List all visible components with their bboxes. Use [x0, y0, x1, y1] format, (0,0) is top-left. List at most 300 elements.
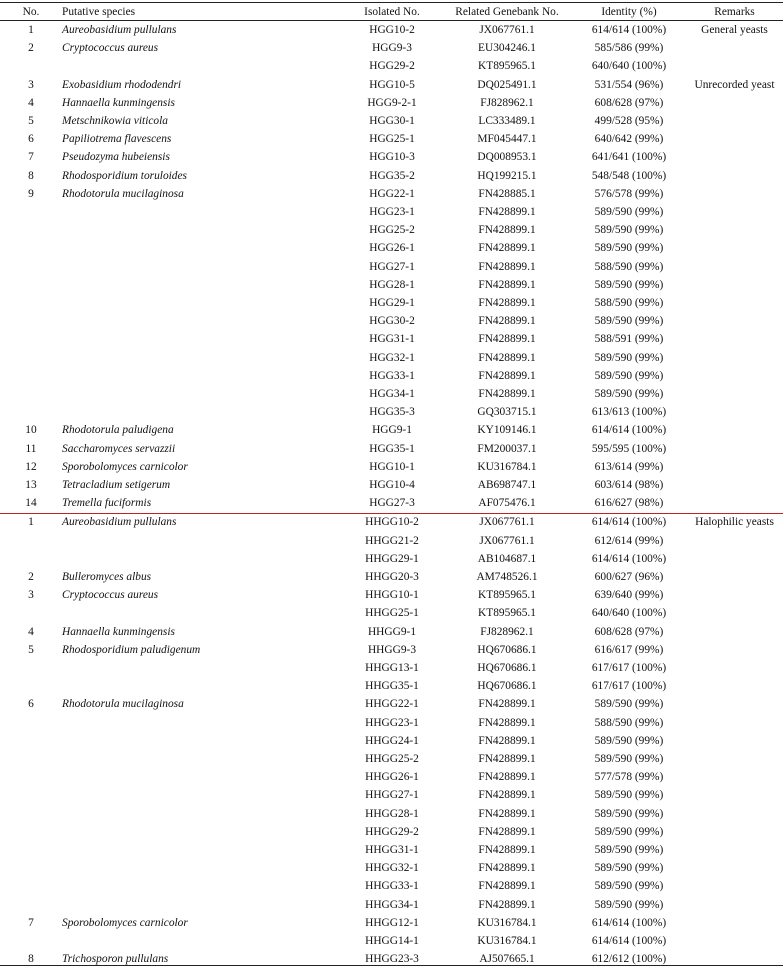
cell-remarks: General yeasts	[701, 24, 768, 36]
cell-identity: 589/590 (99%)	[594, 206, 664, 218]
cell-isolated-no: HHGG27-1	[365, 789, 419, 801]
cell-species: Papiliotrema flavescens	[62, 133, 172, 145]
cell-no: 5	[28, 644, 34, 656]
cell-no	[0, 294, 62, 312]
cell-genebank-no: AM748526.1	[476, 571, 538, 583]
cell-species	[62, 896, 352, 914]
cell-species: Pseudozyma hubeiensis	[62, 151, 170, 163]
cell-species: Aureobasidium pullulans	[62, 516, 177, 528]
cell-no	[0, 276, 62, 294]
cell-isolated-no: HHGG25-1	[365, 607, 419, 619]
cell-no	[0, 312, 62, 330]
cell-genebank-no: FN428899.1	[478, 370, 536, 382]
cell-species: Cryptococcus aureus	[62, 589, 159, 601]
cell-no	[0, 258, 62, 276]
cell-no: 7	[28, 151, 34, 163]
cell-isolated-no: HHGG20-3	[365, 571, 419, 583]
cell-genebank-no: MF045447.1	[477, 133, 537, 145]
cell-isolated-no: HGG30-2	[369, 315, 415, 327]
cell-species	[62, 532, 352, 550]
cell-genebank-no: FN428899.1	[478, 279, 536, 291]
cell-no	[0, 932, 62, 950]
cell-species	[62, 258, 352, 276]
cell-remarks	[686, 550, 783, 568]
cell-genebank-no: HQ670686.1	[477, 662, 537, 674]
cell-remarks	[686, 494, 783, 512]
cell-no	[0, 385, 62, 403]
cell-species: Cryptococcus aureus	[62, 42, 159, 54]
cell-remarks	[686, 586, 783, 604]
cell-species	[62, 859, 352, 877]
cell-no	[0, 57, 62, 75]
cell-isolated-no: HGG10-2	[369, 24, 415, 36]
cell-remarks	[686, 276, 783, 294]
cell-remarks	[686, 258, 783, 276]
cell-genebank-no: KU316784.1	[477, 935, 537, 947]
cell-remarks	[686, 330, 783, 348]
cell-remarks	[686, 786, 783, 804]
cell-species	[62, 877, 352, 895]
cell-species: Tremella fuciformis	[62, 497, 152, 509]
cell-no	[0, 896, 62, 914]
cell-isolated-no: HHGG24-1	[365, 735, 419, 747]
cell-identity: 614/614 (100%)	[591, 24, 667, 36]
cell-no	[0, 550, 62, 568]
cell-no: 4	[28, 626, 34, 638]
cell-species	[62, 823, 352, 841]
cell-genebank-no: JX067761.1	[479, 535, 535, 547]
cell-isolated-no: HHGG12-1	[365, 917, 419, 929]
cell-identity: 617/617 (100%)	[591, 680, 667, 692]
cell-isolated-no: HHGG22-1	[365, 698, 419, 710]
header-identity: Identity (%)	[601, 6, 657, 18]
cell-identity: 600/627 (96%)	[594, 571, 664, 583]
cell-genebank-no: FJ828962.1	[480, 626, 534, 638]
cell-remarks	[686, 476, 783, 494]
cell-remarks	[686, 312, 783, 330]
cell-species: Saccharomyces servazzii	[62, 443, 176, 455]
cell-remarks	[686, 604, 783, 622]
cell-genebank-no: FN428899.1	[478, 717, 536, 729]
cell-remarks	[686, 349, 783, 367]
cell-species: Bulleromyces albus	[62, 571, 152, 583]
cell-no: 12	[25, 461, 37, 473]
cell-remarks	[686, 294, 783, 312]
cell-identity: 614/614 (100%)	[591, 424, 667, 436]
cell-species	[62, 403, 352, 421]
cell-species	[62, 750, 352, 768]
cell-remarks: Unrecorded yeast	[694, 79, 775, 91]
cell-isolated-no: HGG22-1	[369, 188, 415, 200]
cell-no	[0, 823, 62, 841]
cell-species: Sporobolomyces carnicolor	[62, 917, 188, 929]
cell-no: 8	[28, 953, 34, 965]
cell-no	[0, 732, 62, 750]
cell-remarks	[686, 877, 783, 895]
cell-isolated-no: HGG10-4	[369, 479, 415, 491]
cell-identity: 589/590 (99%)	[594, 735, 664, 747]
cell-identity: 614/614 (100%)	[591, 516, 667, 528]
cell-identity: 608/628 (97%)	[594, 626, 664, 638]
cell-remarks	[686, 623, 783, 641]
cell-species: Exobasidium rhododendri	[62, 79, 182, 91]
cell-isolated-no: HHGG10-2	[365, 516, 419, 528]
cell-genebank-no: FN428899.1	[478, 789, 536, 801]
cell-isolated-no: HHGG32-1	[365, 862, 419, 874]
cell-isolated-no: HHGG35-1	[365, 680, 419, 692]
cell-isolated-no: HGG35-2	[369, 170, 415, 182]
cell-species	[62, 604, 352, 622]
cell-identity: 589/590 (99%)	[594, 862, 664, 874]
cell-identity: 641/641 (100%)	[591, 151, 667, 163]
cell-identity: 640/640 (100%)	[591, 607, 667, 619]
cell-isolated-no: HHGG29-1	[365, 553, 419, 565]
cell-remarks	[686, 768, 783, 786]
cell-isolated-no: HGG30-1	[369, 115, 415, 127]
cell-identity: 639/640 (99%)	[594, 589, 664, 601]
cell-remarks	[686, 403, 783, 421]
cell-species: Tetracladium setigerum	[62, 479, 171, 491]
cell-identity: 589/590 (99%)	[594, 279, 664, 291]
cell-remarks	[686, 823, 783, 841]
cell-genebank-no: FN428899.1	[478, 880, 536, 892]
cell-remarks	[686, 932, 783, 950]
cell-remarks	[686, 367, 783, 385]
cell-no: 1	[28, 24, 34, 36]
cell-isolated-no: HGG32-1	[369, 352, 415, 364]
cell-isolated-no: HHGG26-1	[365, 771, 419, 783]
cell-no	[0, 841, 62, 859]
cell-no	[0, 330, 62, 348]
cell-identity: 595/595 (100%)	[591, 443, 667, 455]
cell-identity: 589/590 (99%)	[594, 352, 664, 364]
cell-no	[0, 604, 62, 622]
cell-isolated-no: HHGG31-1	[365, 844, 419, 856]
cell-species: Rhodosporidium toruloides	[62, 170, 187, 182]
cell-no	[0, 859, 62, 877]
cell-no	[0, 349, 62, 367]
cell-genebank-no: FN428899.1	[478, 224, 536, 236]
cell-isolated-no: HGG27-3	[369, 497, 415, 509]
cell-identity: 616/627 (98%)	[594, 497, 664, 509]
cell-isolated-no: HGG9-1	[372, 424, 412, 436]
cell-remarks	[686, 112, 783, 130]
cell-no	[0, 805, 62, 823]
cell-remarks	[686, 568, 783, 586]
cell-identity: 589/590 (99%)	[594, 315, 664, 327]
cell-species: Rhodosporidium paludigenum	[62, 644, 201, 656]
cell-no: 10	[25, 424, 37, 436]
cell-isolated-no: HGG34-1	[369, 388, 415, 400]
cell-species: Aureobasidium pullulans	[62, 24, 177, 36]
cell-species	[62, 932, 352, 950]
cell-genebank-no: FN428899.1	[478, 771, 536, 783]
cell-isolated-no: HGG29-1	[369, 297, 415, 309]
cell-genebank-no: FN428899.1	[478, 261, 536, 273]
cell-no: 8	[28, 170, 34, 182]
cell-isolated-no: HHGG21-2	[365, 535, 419, 547]
cell-identity: 616/617 (99%)	[594, 644, 664, 656]
cell-genebank-no: JX067761.1	[479, 24, 535, 36]
cell-identity: 589/590 (99%)	[594, 808, 664, 820]
cell-identity: 612/614 (99%)	[594, 535, 664, 547]
cell-identity: 548/548 (100%)	[591, 170, 667, 182]
cell-isolated-no: HGG31-1	[369, 333, 415, 345]
cell-remarks	[686, 167, 783, 185]
cell-genebank-no: FN428899.1	[478, 698, 536, 710]
header-isolated-no: Isolated No.	[364, 6, 420, 18]
cell-no: 5	[28, 115, 34, 127]
cell-genebank-no: HQ199215.1	[477, 170, 537, 182]
cell-remarks: Halophilic yeasts	[695, 516, 774, 528]
cell-remarks	[686, 695, 783, 713]
cell-species	[62, 367, 352, 385]
cell-genebank-no: AJ507665.1	[479, 953, 535, 965]
cell-no	[0, 677, 62, 695]
cell-genebank-no: FN428899.1	[478, 899, 536, 911]
cell-species	[62, 659, 352, 677]
cell-isolated-no: HGG35-1	[369, 443, 415, 455]
cell-no: 6	[28, 133, 34, 145]
cell-remarks	[686, 57, 783, 75]
cell-remarks	[686, 805, 783, 823]
cell-remarks	[686, 841, 783, 859]
cell-species: Hannaella kunmingensis	[62, 626, 175, 638]
cell-identity: 589/590 (99%)	[594, 753, 664, 765]
cell-identity: 577/578 (99%)	[594, 771, 664, 783]
cell-remarks	[686, 677, 783, 695]
header-no: No.	[22, 6, 40, 18]
cell-remarks	[686, 641, 783, 659]
cell-genebank-no: LC333489.1	[478, 115, 536, 127]
group-divider-rule	[0, 513, 783, 514]
table-bottom-rule	[0, 965, 783, 966]
cell-remarks	[686, 532, 783, 550]
cell-isolated-no: HGG29-2	[369, 60, 415, 72]
cell-identity: 614/614 (100%)	[591, 917, 667, 929]
cell-isolated-no: HGG28-1	[369, 279, 415, 291]
cell-identity: 589/590 (99%)	[594, 224, 664, 236]
cell-genebank-no: FN428899.1	[478, 735, 536, 747]
cell-genebank-no: KU316784.1	[477, 461, 537, 473]
cell-no: 9	[28, 188, 34, 200]
cell-genebank-no: FN428899.1	[478, 826, 536, 838]
cell-no: 3	[28, 79, 34, 91]
cell-isolated-no: HHGG28-1	[365, 808, 419, 820]
cell-remarks	[686, 859, 783, 877]
cell-identity: 588/591 (99%)	[594, 333, 664, 345]
cell-identity: 589/590 (99%)	[594, 388, 664, 400]
cell-genebank-no: FM200037.1	[477, 443, 537, 455]
cell-genebank-no: KT895965.1	[478, 589, 536, 601]
cell-species: Hannaella kunmingensis	[62, 97, 175, 109]
cell-isolated-no: HGG25-1	[369, 133, 415, 145]
cell-genebank-no: DQ008953.1	[477, 151, 537, 163]
cell-species	[62, 312, 352, 330]
cell-genebank-no: FN428899.1	[478, 315, 536, 327]
cell-species	[62, 276, 352, 294]
cell-species	[62, 294, 352, 312]
cell-genebank-no: FN428899.1	[478, 352, 536, 364]
cell-isolated-no: HHGG9-1	[367, 626, 417, 638]
cell-species: Trichosporon pullulans	[62, 953, 169, 965]
cell-isolated-no: HGG23-1	[369, 206, 415, 218]
cell-no	[0, 714, 62, 732]
cell-no: 4	[28, 97, 34, 109]
cell-isolated-no: HHGG25-2	[365, 753, 419, 765]
cell-genebank-no: FN428899.1	[478, 297, 536, 309]
cell-identity: 576/578 (99%)	[594, 188, 664, 200]
cell-isolated-no: HGG9-2-1	[367, 97, 417, 109]
cell-no: 14	[25, 497, 37, 509]
cell-genebank-no: FN428899.1	[478, 862, 536, 874]
cell-no	[0, 750, 62, 768]
cell-genebank-no: AB104687.1	[477, 553, 537, 565]
cell-remarks	[686, 440, 783, 458]
cell-identity: 613/613 (100%)	[591, 406, 667, 418]
cell-species	[62, 203, 352, 221]
cell-identity: 614/614 (100%)	[591, 553, 667, 565]
cell-identity: 640/642 (99%)	[594, 133, 664, 145]
cell-species	[62, 385, 352, 403]
cell-genebank-no: FN428885.1	[478, 188, 536, 200]
cell-isolated-no: HHGG9-3	[367, 644, 417, 656]
cell-species	[62, 714, 352, 732]
cell-no	[0, 239, 62, 257]
cell-identity: 588/590 (99%)	[594, 717, 664, 729]
cell-species: Metschnikowia viticola	[62, 115, 168, 127]
cell-species	[62, 550, 352, 568]
cell-genebank-no: EU304246.1	[478, 42, 536, 54]
cell-no: 11	[25, 443, 37, 455]
cell-genebank-no: DQ025491.1	[477, 79, 537, 91]
cell-genebank-no: FN428899.1	[478, 333, 536, 345]
cell-no: 3	[28, 589, 34, 601]
cell-identity: 499/528 (95%)	[594, 115, 664, 127]
cell-isolated-no: HGG10-3	[369, 151, 415, 163]
cell-genebank-no: FN428899.1	[478, 808, 536, 820]
cell-species	[62, 677, 352, 695]
cell-no: 2	[28, 571, 34, 583]
cell-remarks	[686, 221, 783, 239]
cell-genebank-no: HQ670686.1	[477, 644, 537, 656]
cell-no	[0, 403, 62, 421]
cell-identity: 608/628 (97%)	[594, 97, 664, 109]
cell-species	[62, 57, 352, 75]
cell-no	[0, 532, 62, 550]
cell-genebank-no: FN428899.1	[478, 753, 536, 765]
cell-genebank-no: KY109146.1	[477, 424, 537, 436]
cell-remarks	[686, 239, 783, 257]
cell-isolated-no: HGG10-1	[369, 461, 415, 473]
cell-no	[0, 786, 62, 804]
cell-remarks	[686, 458, 783, 476]
cell-isolated-no: HGG35-3	[369, 406, 415, 418]
cell-no: 1	[28, 516, 34, 528]
cell-species: Sporobolomyces carnicolor	[62, 461, 188, 473]
cell-no	[0, 221, 62, 239]
cell-remarks	[686, 659, 783, 677]
cell-remarks	[686, 914, 783, 932]
cell-species: Rhodotorula paludigena	[62, 424, 174, 436]
cell-genebank-no: AB698747.1	[477, 479, 537, 491]
cell-remarks	[686, 203, 783, 221]
cell-identity: 588/590 (99%)	[594, 297, 664, 309]
cell-remarks	[686, 130, 783, 148]
cell-genebank-no: FN428899.1	[478, 242, 536, 254]
cell-remarks	[686, 896, 783, 914]
cell-species	[62, 841, 352, 859]
cell-identity: 640/640 (100%)	[591, 60, 667, 72]
header-related-genebank-no: Related Genebank No.	[455, 6, 559, 18]
cell-identity: 612/612 (100%)	[591, 953, 667, 965]
cell-identity: 589/590 (99%)	[594, 826, 664, 838]
cell-identity: 589/590 (99%)	[594, 698, 664, 710]
cell-isolated-no: HGG9-3	[372, 42, 412, 54]
cell-identity: 589/590 (99%)	[594, 899, 664, 911]
cell-remarks	[686, 750, 783, 768]
cell-remarks	[686, 185, 783, 203]
cell-species	[62, 239, 352, 257]
cell-species: Rhodotorula mucilaginosa	[62, 188, 184, 200]
cell-identity: 617/617 (100%)	[591, 662, 667, 674]
cell-species	[62, 805, 352, 823]
cell-no	[0, 367, 62, 385]
cell-isolated-no: HHGG23-1	[365, 717, 419, 729]
cell-remarks	[686, 714, 783, 732]
cell-species	[62, 768, 352, 786]
cell-genebank-no: FN428899.1	[478, 206, 536, 218]
cell-isolated-no: HGG25-2	[369, 224, 415, 236]
cell-no	[0, 768, 62, 786]
cell-remarks	[686, 94, 783, 112]
cell-identity: 613/614 (99%)	[594, 461, 664, 473]
cell-species: Rhodotorula mucilaginosa	[62, 698, 184, 710]
cell-species	[62, 330, 352, 348]
cell-isolated-no: HGG27-1	[369, 261, 415, 273]
cell-remarks	[686, 148, 783, 166]
cell-identity: 588/590 (99%)	[594, 261, 664, 273]
cell-species	[62, 732, 352, 750]
cell-species	[62, 786, 352, 804]
cell-species	[62, 349, 352, 367]
cell-no	[0, 203, 62, 221]
cell-genebank-no: FN428899.1	[478, 844, 536, 856]
cell-genebank-no: FN428899.1	[478, 388, 536, 400]
header-putative-species: Putative species	[62, 6, 136, 18]
cell-genebank-no: GQ303715.1	[477, 406, 537, 418]
cell-no	[0, 877, 62, 895]
cell-isolated-no: HHGG13-1	[365, 662, 419, 674]
cell-isolated-no: HHGG34-1	[365, 899, 419, 911]
cell-identity: 589/590 (99%)	[594, 844, 664, 856]
cell-identity: 589/590 (99%)	[594, 880, 664, 892]
cell-species	[62, 221, 352, 239]
cell-no: 13	[25, 479, 37, 491]
cell-identity: 603/614 (98%)	[594, 479, 664, 491]
cell-isolated-no: HGG10-5	[369, 79, 415, 91]
cell-genebank-no: AF075476.1	[478, 497, 536, 509]
cell-isolated-no: HGG26-1	[369, 242, 415, 254]
cell-remarks	[686, 421, 783, 439]
cell-no	[0, 659, 62, 677]
cell-no: 6	[28, 698, 34, 710]
cell-isolated-no: HHGG29-2	[365, 826, 419, 838]
cell-remarks	[686, 732, 783, 750]
cell-no: 7	[28, 917, 34, 929]
cell-isolated-no: HGG33-1	[369, 370, 415, 382]
cell-genebank-no: KU316784.1	[477, 917, 537, 929]
